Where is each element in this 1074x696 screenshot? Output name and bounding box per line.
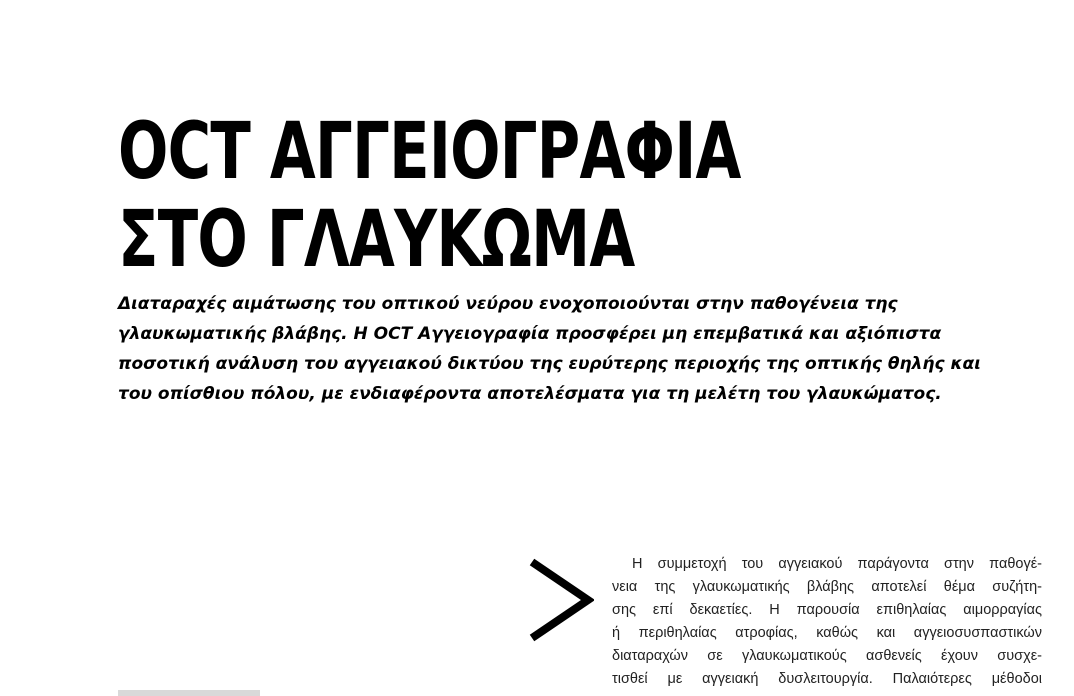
lead-line-3: ποσοτική ανάλυση του αγγειακού δικτύου της ευρύτερης περιοχής της οπτικής θηλής και [118, 354, 981, 374]
body-text-column [612, 553, 1042, 691]
lead-line-1: Διαταραχές αιμάτωσης του οπτικού νεύρου ενοχοποιούνται στην παθογένεια της [118, 294, 898, 314]
body-line-1: Η συμμετοχή του αγγειακού παράγοντα στην παθογέ- [632, 556, 1042, 572]
chevron-right-icon [528, 556, 594, 644]
lead-line-4: του οπίσθιου πόλου, με ενδιαφέροντα αποτελέσματα για τη μελέτη του γλαυκώματος. [118, 384, 942, 404]
body-line-5: διαταραχών σε γλαυκωματικούς ασθενείς έχουν συσχε- [612, 648, 1042, 664]
title-line-1: OCT ΑΓΓΕΙΟΓΡΑΦΙΑ [118, 107, 741, 197]
decorative-bar [118, 690, 260, 696]
body-line-4: ή περιθηλαίας ατροφίας, καθώς και αγγειοσυσπαστικών [612, 625, 1042, 641]
article-title [118, 108, 741, 284]
body-line-2: νεια της γλαυκωματικής βλάβης αποτελεί θέμα συζήτη- [612, 579, 1042, 595]
article-lead [118, 289, 1028, 409]
body-line-6: τισθεί με αγγειακή δυσλειτουργία. Παλαιότερες μέθοδοι [612, 671, 1042, 687]
body-line-3: σης επί δεκαετίες. Η παρουσία επιθηλαίας αιμορραγίας [612, 602, 1042, 618]
lead-line-2: γλαυκωματικής βλάβης. Η OCT Αγγειογραφία προσφέρει μη επεμβατικά και αξιόπιστα [118, 324, 942, 344]
title-line-2: ΣΤΟ ΓΛΑΥΚΩΜΑ [118, 195, 635, 285]
